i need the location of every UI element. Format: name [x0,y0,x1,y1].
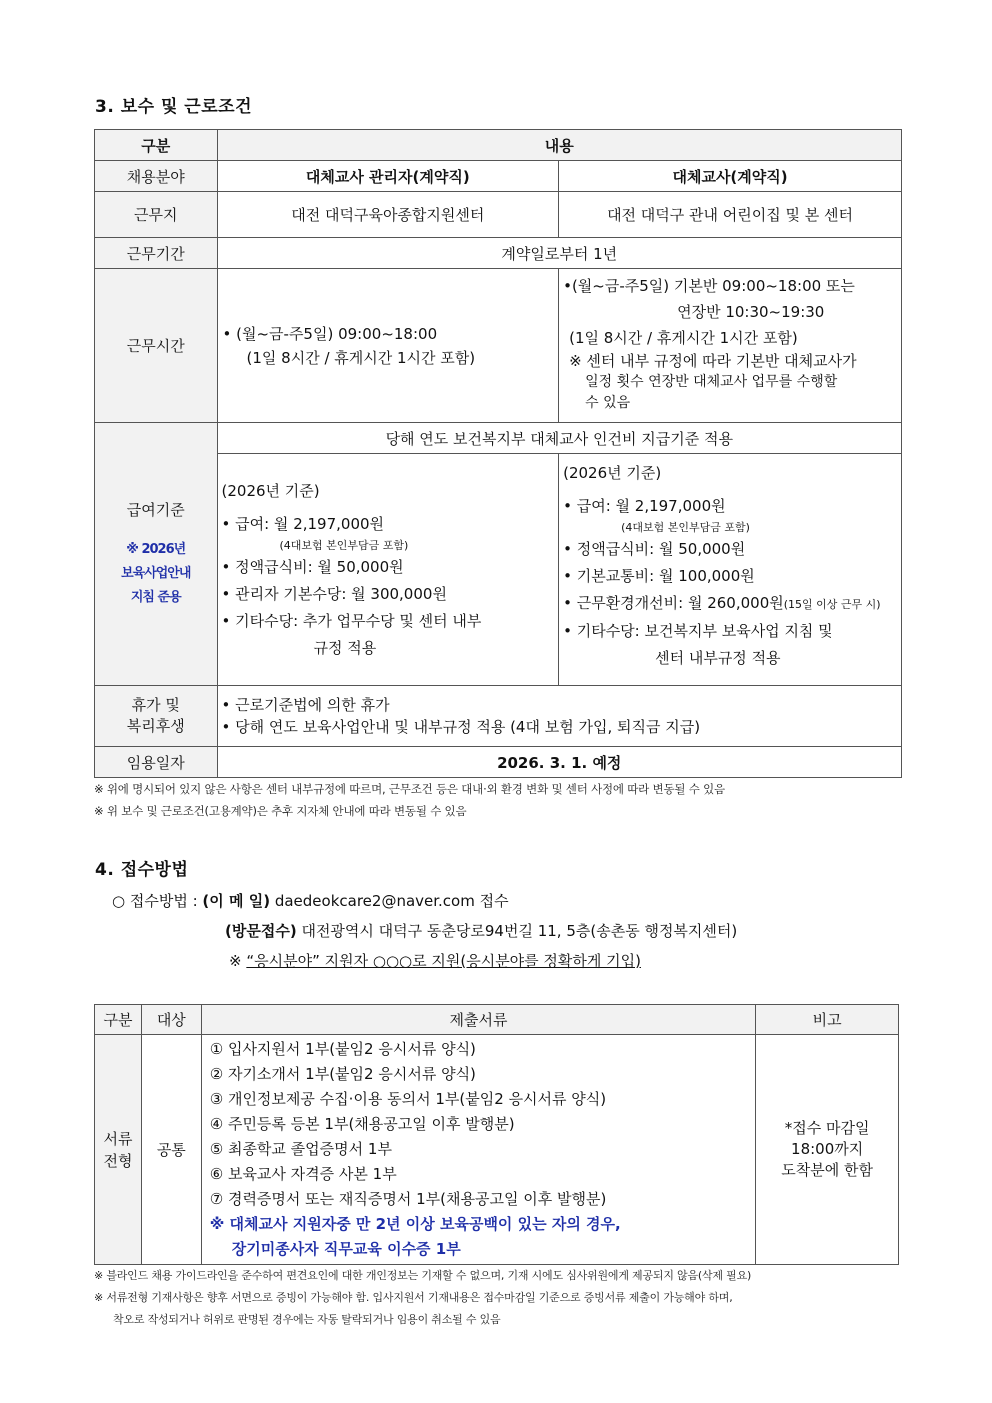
doc-header-target: 대상 [141,1005,201,1035]
welfare-line2: • 당해 연도 보육사업안내 및 내부규정 적용 (4대 보험 가입, 퇴직금 지급) [221,718,701,736]
welfare-label-cell [95,686,218,747]
salary-teacher-item-4-line [563,590,901,618]
conditions-header-row [95,130,902,161]
period-row [95,238,902,269]
hours-manager [217,269,559,423]
welfare-label2: 복리후생 [126,717,185,735]
salary-manager-item-1: (4대보험 본인부담금 포함) [279,538,409,552]
welfare-content [217,686,901,747]
doc-item-5: ⑥ 보육교사 자격증 사본 1부 [209,1165,397,1183]
hours-teacher-note2: 일정 횟수 연장반 대체교사 업무를 수행할 [585,374,838,390]
welfare-row [95,686,902,747]
salary-manager [217,454,559,686]
hours-teacher [559,269,902,423]
documents-row [95,1035,899,1265]
field-manager: 대체교사 관리자(계약직) [217,161,559,192]
period-value: 계약일로부터 1년 [217,238,901,269]
doc-target: 공통 [141,1035,201,1265]
doc-category2: 전형 [103,1151,133,1170]
salary-manager-basis: (2026년 기준) [221,481,320,500]
section4-title: 4. 접수방법 [95,860,189,880]
salary-teacher-item-6: • 기타수당: 보건복지부 보육사업 지침 및 [563,622,833,640]
salary-manager-item-5: 규정 적용 [313,638,377,657]
hours-teacher-note3: 수 있음 [585,395,631,411]
salary-teacher-item-2: • 정액급식비: 월 50,000원 [563,540,746,558]
doc-category-cell [95,1035,142,1265]
hours-teacher-line2: 연장반 10:30~19:30 [677,303,825,321]
salary-common-row [95,423,902,454]
salary-label-cell [95,423,218,686]
hours-label: 근무시간 [95,269,218,423]
visit-value: 대전광역시 대덕구 동춘당로94번길 11, 5층(송촌동 행정복지센터) [301,922,738,940]
method-visit-line [225,920,737,941]
salary-teacher-item-0: • 급여: 월 2,197,000원 [563,497,726,515]
documents-table [94,1004,899,1265]
salary-manager-item-2: • 정액급식비: 월 50,000원 [221,557,404,576]
start-value: 2026. 3. 1. 예정 [217,747,901,778]
workplace-label: 근무지 [95,192,218,238]
hours-row [95,269,902,423]
method-note-mark: ※ [229,952,247,970]
salary-sub3: 지침 준용 [130,589,181,605]
salary-teacher-basis: (2026년 기준) [563,464,662,482]
section3-title: 3. 보수 및 근로조건 [95,97,252,117]
workplace-manager: 대전 대덕구육아종합지원센터 [217,192,559,238]
hours-teacher-line1: •(월~금-주5일) 기본반 09:00~18:00 또는 [563,277,855,295]
doc-remark2: 18:00까지 [791,1140,864,1158]
salary-teacher [559,454,902,686]
workplace-row [95,192,902,238]
documents-header-row [95,1005,899,1035]
header-category: 구분 [95,130,218,161]
section3-note-2: ※ 위 보수 및 근로조건(고용계약)은 추후 지자체 안내에 따라 변동될 수 있음 [94,804,467,818]
doc-item-6: ⑦ 경력증명서 또는 재직증명서 1부(채용공고일 이후 발행분) [209,1190,607,1208]
doc-header-remark: 비고 [756,1005,899,1035]
hours-teacher-line3: (1일 8시간 / 휴게시간 1시간 포함) [569,329,798,347]
salary-common: 당해 연도 보건복지부 대체교사 인건비 지급기준 적용 [217,423,901,454]
hours-teacher-note1: ※ 센터 내부 규정에 따라 기본반 대체교사가 [569,352,857,370]
doc-item-3: ④ 주민등록 등본 1부(채용공고일 이후 발행분) [209,1115,515,1133]
field-label: 채용분야 [95,161,218,192]
field-row [95,161,902,192]
method-note-line [229,950,641,971]
salary-label: 급여기준 [126,500,185,519]
salary-teacher-item-3: • 기본교통비: 월 100,000원 [563,567,755,585]
section4-note-2: ※ 서류전형 기재사항은 향후 서면으로 증빙이 가능해야 함. 입사지원서 기재내용은 접수마감일 기준으로 증빙서류 제출이 가능해야 하며, [94,1291,733,1304]
salary-manager-item-4: • 기타수당: 추가 업무수당 및 센터 내부 [221,611,482,630]
salary-teacher-item-1: (4대보험 본인부담금 포함) [621,521,750,534]
header-content: 내용 [217,130,901,161]
email-label: (이 메 일) [202,892,271,910]
conditions-table [94,129,902,778]
method-note-text: “응시분야” 지원자 ○○○로 지원(응시분야를 정확하게 기입) [246,952,641,970]
salary-teacher-item-7: 센터 내부규정 적용 [655,649,781,667]
section4-note-3: 착오로 작성되거나 허위로 판명된 경우에는 자동 탈락되거나 임용이 취소될 수 있음 [113,1313,501,1326]
visit-label: (방문접수) [225,922,297,940]
doc-remark3: 도착분에 한함 [781,1161,873,1179]
salary-sub1: ※ 2026년 [126,541,186,557]
start-row [95,747,902,778]
doc-item-2: ③ 개인정보제공 수집·이용 동의서 1부(붙임2 응시서류 양식) [209,1090,607,1108]
doc-header-category: 구분 [95,1005,142,1035]
period-label: 근무기간 [95,238,218,269]
salary-teacher-item-5: (15일 이상 근무 시) [783,598,881,611]
doc-item-1: ② 자기소개서 1부(붙임2 응시서류 양식) [209,1065,476,1083]
salary-manager-item-3: • 관리자 기본수당: 월 300,000원 [221,584,447,603]
doc-item-0: ① 입사지원서 1부(붙임2 응시서류 양식) [209,1040,476,1058]
section4-note-1: ※ 블라인드 채용 가이드라인을 준수하여 편견요인에 대한 개인정보는 기재할 수 없으며, 기재 시에도 심사위원에게 제공되지 않음(삭제 필요) [94,1269,752,1282]
workplace-teacher: 대전 대덕구 관내 어린이집 및 본 센터 [559,192,902,238]
doc-remark-cell [756,1035,899,1265]
welfare-line1: • 근로기준법에 의한 휴가 [221,696,390,714]
welfare-label1: 휴가 및 [131,696,180,714]
doc-remark1: *접수 마감일 [784,1119,870,1137]
doc-list [201,1035,756,1265]
salary-sub2: 보육사업안내 [121,565,191,581]
method-email-line [112,890,509,911]
email-value: daedeokcare2@naver.com 접수 [274,892,509,910]
hours-manager-line1: • (월~금-주5일) 09:00~18:00 [222,324,438,343]
section3-note-1: ※ 위에 명시되어 있지 않은 사항은 센터 내부규정에 따르며, 근무조건 등은 대내·외 환경 변화 및 센터 사정에 따라 변동될 수 있음 [94,782,725,796]
field-teacher: 대체교사(계약직) [559,161,902,192]
doc-category1: 서류 [103,1129,133,1148]
salary-teacher-item-4: • 근무환경개선비: 월 260,000원 [563,594,784,612]
method-prefix: ○ 접수방법 : [112,892,203,910]
salary-manager-item-0: • 급여: 월 2,197,000원 [221,514,385,533]
doc-special-1: ※ 대체교사 지원자중 만 2년 이상 보육공백이 있는 자의 경우, [209,1215,621,1233]
start-label: 임용일자 [95,747,218,778]
doc-header-documents: 제출서류 [201,1005,756,1035]
hours-manager-line2: (1일 8시간 / 휴게시간 1시간 포함) [246,348,476,367]
doc-item-4: ⑤ 최종학교 졸업증명서 1부 [209,1140,392,1158]
doc-special-2: 장기미종사자 직무교육 이수증 1부 [231,1240,461,1258]
